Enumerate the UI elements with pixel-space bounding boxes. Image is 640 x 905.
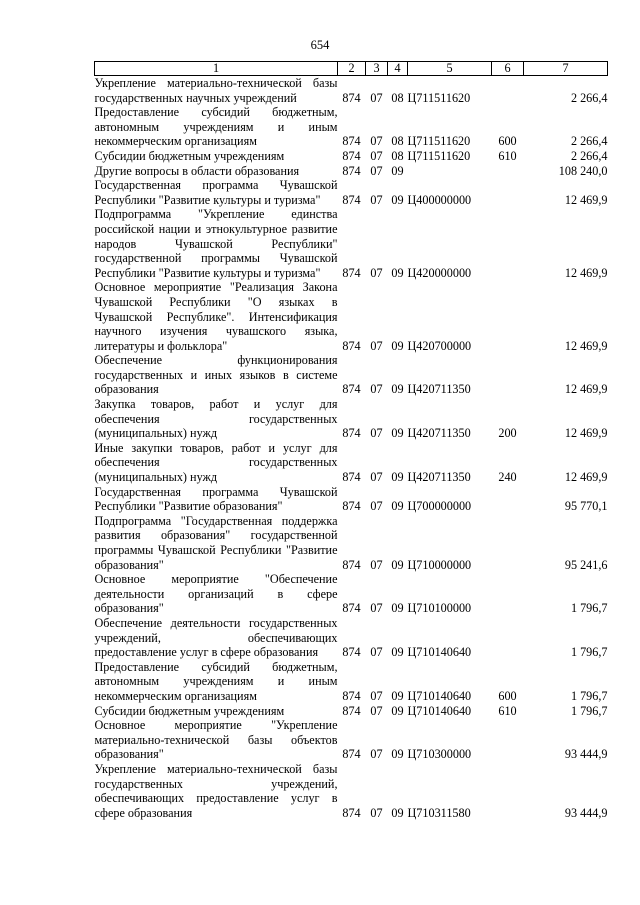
row-gr-code: 874 bbox=[342, 426, 361, 441]
row-amount: 12 469,9 bbox=[564, 470, 608, 485]
row-rz-code: 07 bbox=[370, 747, 383, 762]
row-name: Предоставление субсидий бюджетным, автономным учреждениям и иным некоммерческим организациям bbox=[94, 659, 338, 703]
header-col-5: 5 bbox=[408, 62, 492, 76]
row-amount: 12 469,9 bbox=[564, 338, 608, 353]
table-row bbox=[95, 149, 608, 164]
row-rz-code: 07 bbox=[370, 557, 383, 572]
row-gr-code: 874 bbox=[342, 265, 361, 280]
row-name: Укрепление материально-технической базы государственных учреждений, обеспечивающих предоставление услуг в сфере образования bbox=[94, 761, 338, 820]
row-csr-code: Ц710000000 bbox=[407, 557, 472, 572]
row-amount: 2 266,4 bbox=[570, 134, 608, 149]
row-vr-code bbox=[492, 572, 524, 616]
row-name: Подпрограмма "Государственная поддержка развития образования" государственной программы Чувашской Республики "Развитие образования" bbox=[94, 513, 338, 572]
table-row bbox=[95, 178, 608, 207]
row-name: Государственная программа Чувашской Республики "Развитие образования" bbox=[94, 484, 338, 514]
row-csr-code: Ц710140640 bbox=[407, 645, 472, 660]
header-col-7: 7 bbox=[524, 62, 608, 76]
row-pr-code: 09 bbox=[391, 382, 404, 397]
row-amount: 2 266,4 bbox=[570, 148, 608, 163]
row-csr-code: Ц710311580 bbox=[407, 805, 471, 820]
row-name: Основное мероприятие "Укрепление материально-технической базы объектов образования" bbox=[94, 718, 338, 762]
row-gr-code: 874 bbox=[342, 645, 361, 660]
row-rz-code: 07 bbox=[370, 805, 383, 820]
row-name: Иные закупки товаров, работ и услуг для обеспечения государственных (муниципальных) нужд bbox=[94, 440, 338, 485]
table-row bbox=[95, 397, 608, 441]
row-amount: 12 469,9 bbox=[564, 426, 608, 441]
row-rz-code: 07 bbox=[370, 148, 383, 163]
table-row bbox=[95, 718, 608, 762]
table-row bbox=[95, 514, 608, 572]
row-pr-code: 08 bbox=[391, 148, 404, 163]
row-amount: 12 469,9 bbox=[564, 382, 608, 397]
row-rz-code: 07 bbox=[370, 134, 383, 149]
row-amount: 12 469,9 bbox=[564, 265, 608, 280]
row-name: Другие вопросы в области образования bbox=[94, 163, 300, 178]
row-pr-code: 08 bbox=[391, 90, 404, 105]
row-rz-code: 07 bbox=[370, 645, 383, 660]
row-rz-code: 07 bbox=[370, 688, 383, 703]
row-amount: 108 240,0 bbox=[558, 163, 608, 178]
row-csr-code bbox=[408, 164, 492, 179]
table-header-row bbox=[95, 62, 608, 76]
row-rz-code: 07 bbox=[370, 265, 383, 280]
row-vr-code: 240 bbox=[498, 470, 517, 485]
row-vr-code bbox=[492, 616, 524, 660]
row-csr-code: Ц710140640 bbox=[407, 688, 472, 703]
row-amount: 1 796,7 bbox=[570, 645, 608, 660]
header-col-2: 2 bbox=[338, 62, 366, 76]
page-number: 654 bbox=[310, 38, 330, 52]
row-csr-code: Ц420711350 bbox=[407, 382, 471, 397]
row-vr-code: 610 bbox=[498, 703, 517, 718]
row-rz-code: 07 bbox=[370, 163, 383, 178]
row-gr-code: 874 bbox=[342, 805, 361, 820]
row-gr-code: 874 bbox=[342, 90, 361, 105]
row-rz-code: 07 bbox=[370, 90, 383, 105]
row-amount: 93 444,9 bbox=[564, 805, 608, 820]
header-col-6: 6 bbox=[492, 62, 524, 76]
row-csr-code: Ц710140640 bbox=[407, 703, 472, 718]
row-vr-code bbox=[492, 718, 524, 762]
row-rz-code: 07 bbox=[370, 601, 383, 616]
row-csr-code: Ц420711350 bbox=[407, 426, 471, 441]
table-row bbox=[95, 441, 608, 485]
row-csr-code: Ц420711350 bbox=[407, 470, 471, 485]
row-gr-code: 874 bbox=[342, 557, 361, 572]
row-pr-code: 09 bbox=[391, 163, 404, 178]
row-vr-code bbox=[492, 353, 524, 397]
budget-table bbox=[94, 61, 608, 820]
row-rz-code: 07 bbox=[370, 382, 383, 397]
table-row bbox=[95, 105, 608, 149]
row-name: Предоставление субсидий бюджетным, автономным учреждениям и иным некоммерческим организациям bbox=[94, 105, 338, 149]
row-vr-code bbox=[492, 178, 524, 207]
row-rz-code: 07 bbox=[370, 470, 383, 485]
row-pr-code: 09 bbox=[391, 499, 404, 514]
row-gr-code: 874 bbox=[342, 192, 361, 207]
table-row bbox=[95, 704, 608, 719]
row-amount: 95 770,1 bbox=[564, 499, 608, 514]
row-rz-code: 07 bbox=[370, 426, 383, 441]
row-amount: 95 241,6 bbox=[564, 557, 608, 572]
row-name: Обеспечение функционирования государственных и иных языков в системе образования bbox=[94, 353, 338, 397]
row-gr-code: 874 bbox=[342, 703, 361, 718]
table-row bbox=[95, 660, 608, 704]
row-gr-code: 874 bbox=[342, 601, 361, 616]
row-gr-code: 874 bbox=[342, 148, 361, 163]
row-name: Подпрограмма "Укрепление единства российской нации и этнокультурное развитие народов Чувашской Республики" государственной программы Чувашской Республики "Развитие культуры и туризма" bbox=[94, 207, 338, 280]
row-gr-code: 874 bbox=[342, 470, 361, 485]
row-vr-code bbox=[492, 514, 524, 572]
table-row bbox=[95, 616, 608, 660]
row-rz-code: 07 bbox=[370, 703, 383, 718]
row-pr-code: 09 bbox=[391, 688, 404, 703]
row-pr-code: 09 bbox=[391, 265, 404, 280]
row-amount: 1 796,7 bbox=[570, 601, 608, 616]
header-col-1: 1 bbox=[95, 62, 338, 76]
row-csr-code: Ц711511620 bbox=[407, 134, 471, 149]
table-row bbox=[95, 76, 608, 106]
table-row bbox=[95, 572, 608, 616]
table-row bbox=[95, 762, 608, 820]
row-rz-code: 07 bbox=[370, 499, 383, 514]
row-amount: 1 796,7 bbox=[570, 703, 608, 718]
row-vr-code: 600 bbox=[498, 688, 517, 703]
row-vr-code: 610 bbox=[498, 148, 517, 163]
row-gr-code: 874 bbox=[342, 688, 361, 703]
table-row bbox=[95, 485, 608, 514]
row-csr-code: Ц700000000 bbox=[407, 499, 472, 514]
row-gr-code: 874 bbox=[342, 163, 361, 178]
row-pr-code: 09 bbox=[391, 557, 404, 572]
row-amount: 12 469,9 bbox=[564, 192, 608, 207]
row-csr-code: Ц710300000 bbox=[407, 747, 472, 762]
row-gr-code: 874 bbox=[342, 338, 361, 353]
table-row bbox=[95, 207, 608, 280]
row-name: Обеспечение деятельности государственных учреждений, обеспечивающих предоставление услуг в сфере образования bbox=[94, 615, 338, 660]
row-pr-code: 08 bbox=[391, 134, 404, 149]
row-gr-code: 874 bbox=[342, 382, 361, 397]
row-vr-code bbox=[492, 762, 524, 820]
row-pr-code: 09 bbox=[391, 747, 404, 762]
table-row bbox=[95, 280, 608, 353]
row-amount: 93 444,9 bbox=[564, 747, 608, 762]
table-row bbox=[95, 164, 608, 179]
row-name: Основное мероприятие "Реализация Закона Чувашской Республики "О языках в Чувашской Республике". Интенсификация научного изучения чувашского языка, литературы и фольклора" bbox=[94, 280, 338, 353]
row-rz-code: 07 bbox=[370, 192, 383, 207]
row-vr-code: 200 bbox=[498, 426, 517, 441]
row-pr-code: 09 bbox=[391, 645, 404, 660]
row-vr-code bbox=[492, 164, 524, 179]
row-vr-code bbox=[492, 76, 524, 106]
row-name: Укрепление материально-технической базы государственных научных учреждений bbox=[94, 76, 338, 105]
row-csr-code: Ц400000000 bbox=[407, 192, 472, 207]
row-gr-code: 874 bbox=[342, 747, 361, 762]
row-csr-code: Ц420700000 bbox=[407, 338, 472, 353]
row-pr-code: 09 bbox=[391, 703, 404, 718]
row-name: Основное мероприятие "Обеспечение деятельности организаций в сфере образования" bbox=[94, 572, 338, 616]
row-gr-code: 874 bbox=[342, 499, 361, 514]
row-csr-code: Ц420000000 bbox=[407, 265, 472, 280]
row-pr-code: 09 bbox=[391, 192, 404, 207]
row-pr-code: 09 bbox=[391, 338, 404, 353]
header-col-4: 4 bbox=[388, 62, 408, 76]
row-amount: 1 796,7 bbox=[570, 688, 608, 703]
row-csr-code: Ц711511620 bbox=[407, 90, 471, 105]
row-pr-code: 09 bbox=[391, 426, 404, 441]
row-rz-code: 07 bbox=[370, 338, 383, 353]
header-col-3: 3 bbox=[366, 62, 388, 76]
row-name: Субсидии бюджетным учреждениям bbox=[94, 703, 285, 718]
row-pr-code: 09 bbox=[391, 805, 404, 820]
row-vr-code bbox=[492, 485, 524, 514]
row-name: Субсидии бюджетным учреждениям bbox=[94, 148, 285, 163]
table-row bbox=[95, 353, 608, 397]
row-pr-code: 09 bbox=[391, 601, 404, 616]
row-amount: 2 266,4 bbox=[570, 90, 608, 105]
row-pr-code: 09 bbox=[391, 470, 404, 485]
row-vr-code: 600 bbox=[498, 134, 517, 149]
row-name: Государственная программа Чувашской Республики "Развитие культуры и туризма" bbox=[94, 178, 338, 207]
row-vr-code bbox=[492, 280, 524, 353]
row-vr-code bbox=[492, 207, 524, 280]
table-body bbox=[95, 76, 608, 821]
row-gr-code: 874 bbox=[342, 134, 361, 149]
row-csr-code: Ц710100000 bbox=[407, 601, 472, 616]
row-csr-code: Ц711511620 bbox=[407, 148, 471, 163]
row-name: Закупка товаров, работ и услуг для обеспечения государственных (муниципальных) нужд bbox=[94, 397, 338, 441]
